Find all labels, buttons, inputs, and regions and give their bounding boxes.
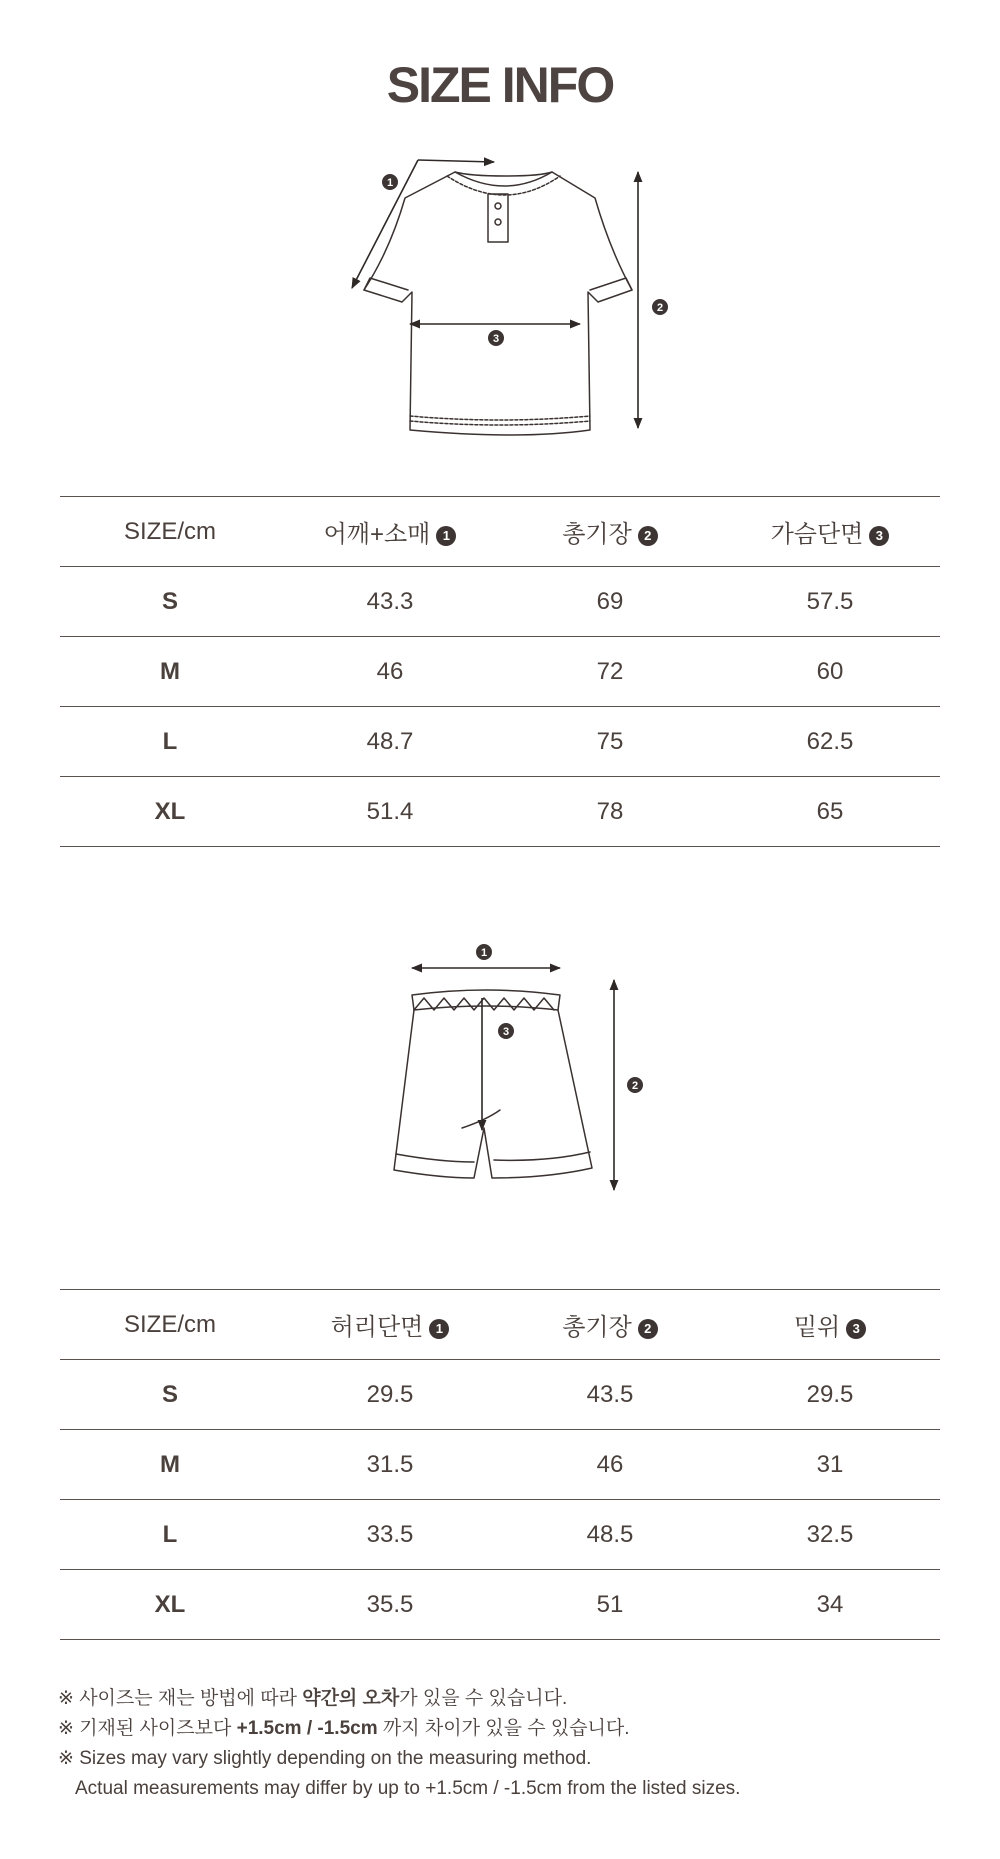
table-header: SIZE/cm [60, 1290, 280, 1360]
table-row [60, 707, 940, 777]
size-cell: S [60, 1360, 280, 1430]
size-notes [58, 1684, 938, 1804]
size-cell: S [60, 567, 280, 637]
table-header: SIZE/cm [60, 497, 280, 567]
value-cell: 60 [720, 637, 940, 707]
value-cell: 33.5 [280, 1500, 500, 1570]
value-cell: 29.5 [280, 1360, 500, 1430]
table-header-row [60, 1290, 940, 1360]
table-row [60, 637, 940, 707]
number-badge-1: 1 [429, 1319, 449, 1339]
table-row [60, 567, 940, 637]
table-header: 가슴단면 3 [720, 497, 940, 567]
note-line-3: ※ Sizes may vary slightly depending on the measuring method. [58, 1748, 592, 1769]
table-header-row [60, 497, 940, 567]
value-cell: 65 [720, 777, 940, 847]
size-cell: M [60, 637, 280, 707]
table-row [60, 1430, 940, 1500]
value-cell: 34 [720, 1570, 940, 1640]
size-cell: M [60, 1430, 280, 1500]
table-header: 밑위 3 [720, 1290, 940, 1360]
table-row [60, 1360, 940, 1430]
value-cell: 78 [500, 777, 720, 847]
svg-text:2: 2 [631, 1080, 639, 1092]
value-cell: 72 [500, 637, 720, 707]
svg-text:2: 2 [656, 302, 664, 314]
table-row [60, 1570, 940, 1640]
number-badge-2: 2 [638, 526, 658, 546]
svg-text:3: 3 [492, 333, 500, 345]
bottom-size-table [60, 1289, 940, 1640]
value-cell: 62.5 [720, 707, 940, 777]
value-cell: 46 [500, 1430, 720, 1500]
value-cell: 48.7 [280, 707, 500, 777]
value-cell: 32.5 [720, 1500, 940, 1570]
value-cell: 35.5 [280, 1570, 500, 1640]
number-badge-2: 2 [638, 1319, 658, 1339]
number-badge-3: 3 [869, 526, 889, 546]
svg-text:3: 3 [502, 1026, 510, 1038]
table-header: 총기장 2 [500, 497, 720, 567]
size-cell: L [60, 1500, 280, 1570]
svg-text:1: 1 [386, 177, 394, 189]
shirt-illustration [0, 155, 1000, 455]
note-line-1: ※ 사이즈는 재는 방법에 따라 약간의 오차가 있을 수 있습니다. [58, 1688, 568, 1709]
size-cell: XL [60, 1570, 280, 1640]
page-title: SIZE INFO [386, 57, 614, 113]
number-badge-1: 1 [436, 526, 456, 546]
size-cell: XL [60, 777, 280, 847]
value-cell: 46 [280, 637, 500, 707]
table-header: 총기장 2 [500, 1290, 720, 1360]
table-row [60, 1500, 940, 1570]
value-cell: 51.4 [280, 777, 500, 847]
svg-text:1: 1 [480, 947, 488, 959]
value-cell: 75 [500, 707, 720, 777]
value-cell: 43.3 [280, 567, 500, 637]
note-line-4: Actual measurements may differ by up to +1.5cm / -1.5cm from the listed sizes. [75, 1778, 741, 1799]
value-cell: 51 [500, 1570, 720, 1640]
shorts-illustration [0, 940, 1000, 1220]
value-cell: 29.5 [720, 1360, 940, 1430]
value-cell: 31.5 [280, 1430, 500, 1500]
note-line-2: ※ 기재된 사이즈보다 +1.5cm / -1.5cm 까지 차이가 있을 수 있습니다. [58, 1718, 630, 1739]
number-badge-3: 3 [846, 1319, 866, 1339]
value-cell: 43.5 [500, 1360, 720, 1430]
value-cell: 57.5 [720, 567, 940, 637]
table-header: 어깨+소매 1 [280, 497, 500, 567]
table-header: 허리단면 1 [280, 1290, 500, 1360]
value-cell: 69 [500, 567, 720, 637]
value-cell: 48.5 [500, 1500, 720, 1570]
size-cell: L [60, 707, 280, 777]
value-cell: 31 [720, 1430, 940, 1500]
top-size-table [60, 496, 940, 847]
table-row [60, 777, 940, 847]
